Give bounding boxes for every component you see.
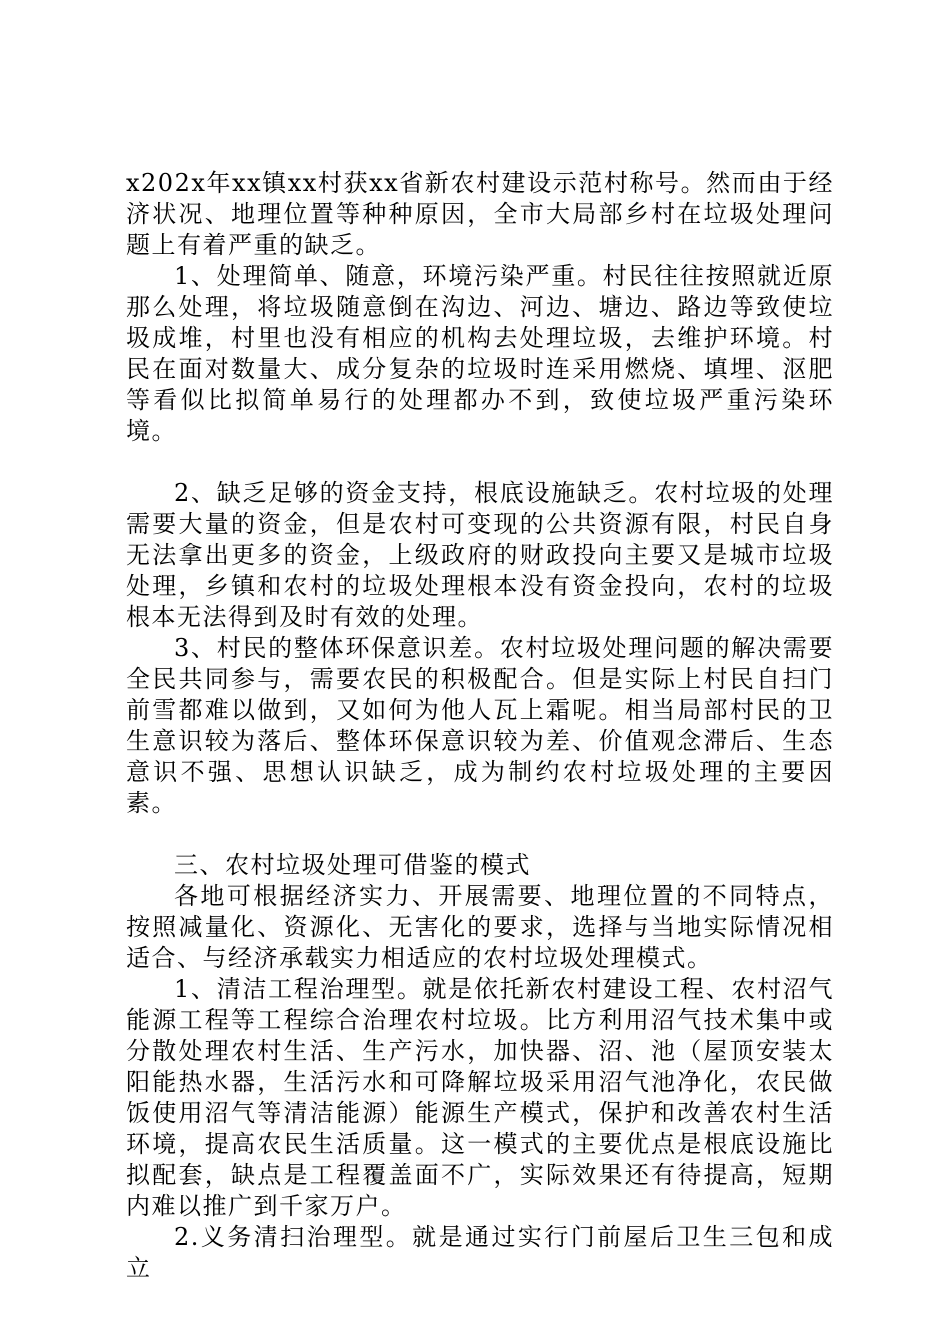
section-heading-3: 三、农村垃圾处理可借鉴的模式 <box>174 851 531 879</box>
paragraph-intro: x202x年xx镇xx村获xx省新农村建设示范村称号。然而由于经济状况、地理位置等种种原因，全市大局部乡村在垃圾处理问题上有着严重的缺乏。 <box>126 169 834 259</box>
paragraph-point-2: 2、缺乏足够的资金支持，根底设施缺乏。农村垃圾的处理需要大量的资金，但是农村可变现的公共资源有限，村民自身无法拿出更多的资金，上级政府的财政投向主要又是城市垃圾处理，乡镇和农村的垃圾处理根本没有资金投向，农村的垃圾根本无法得到及时有效的处理。 <box>126 479 834 631</box>
paragraph-point-3: 3、村民的整体环保意识差。农村垃圾处理问题的解决需要全民共同参与，需要农民的积极配合。但是实际上村民自扫门前雪都难以做到，又如何为他人瓦上霜呢。相当局部村民的卫生意识较为落后、整体环保意识较为差、价值观念滞后、生态意识不强、思想认识缺乏，成为制约农村垃圾处理的主要因素。 <box>126 634 834 817</box>
paragraph-point-1: 1、处理简单、随意，环境污染严重。村民往往按照就近原那么处理，将垃圾随意倒在沟边、河边、塘边、路边等致使垃圾成堆，村里也没有相应的机构去处理垃圾，去维护环境。村民在面对数量大、成分复杂的垃圾时连采用燃烧、填埋、沤肥等看似比拟简单易行的处理都办不到，致使垃圾严重污染环境。 <box>126 262 834 445</box>
paragraph-model-2: 2.义务清扫治理型。就是通过实行门前屋后卫生三包和成立 <box>126 1223 834 1282</box>
document-body <box>126 168 834 1284</box>
paragraph-model-1: 1、清洁工程治理型。就是依托新农村建设工程、农村沼气能源工程等工程综合治理农村垃圾。比方利用沼气技术集中或分散处理农村生活、生产污水，加快器、沼、池（屋顶安装太阳能热水器，生活污水和可降解垃圾采用沼气池净化，农民做饭使用沼气等清洁能源）能源生产模式，保护和改善农村生活环境，提高农民生活质量。这一模式的主要优点是根底设施比拟配套，缺点是工程覆盖面不广，实际效果还有待提高，短期内难以推广到千家万户。 <box>126 975 834 1220</box>
paragraph-models-intro: 各地可根据经济实力、开展需要、地理位置的不同特点，按照减量化、资源化、无害化的要求，选择与当地实际情况相适合、与经济承载实力相适应的农村垃圾处理模式。 <box>126 882 834 972</box>
